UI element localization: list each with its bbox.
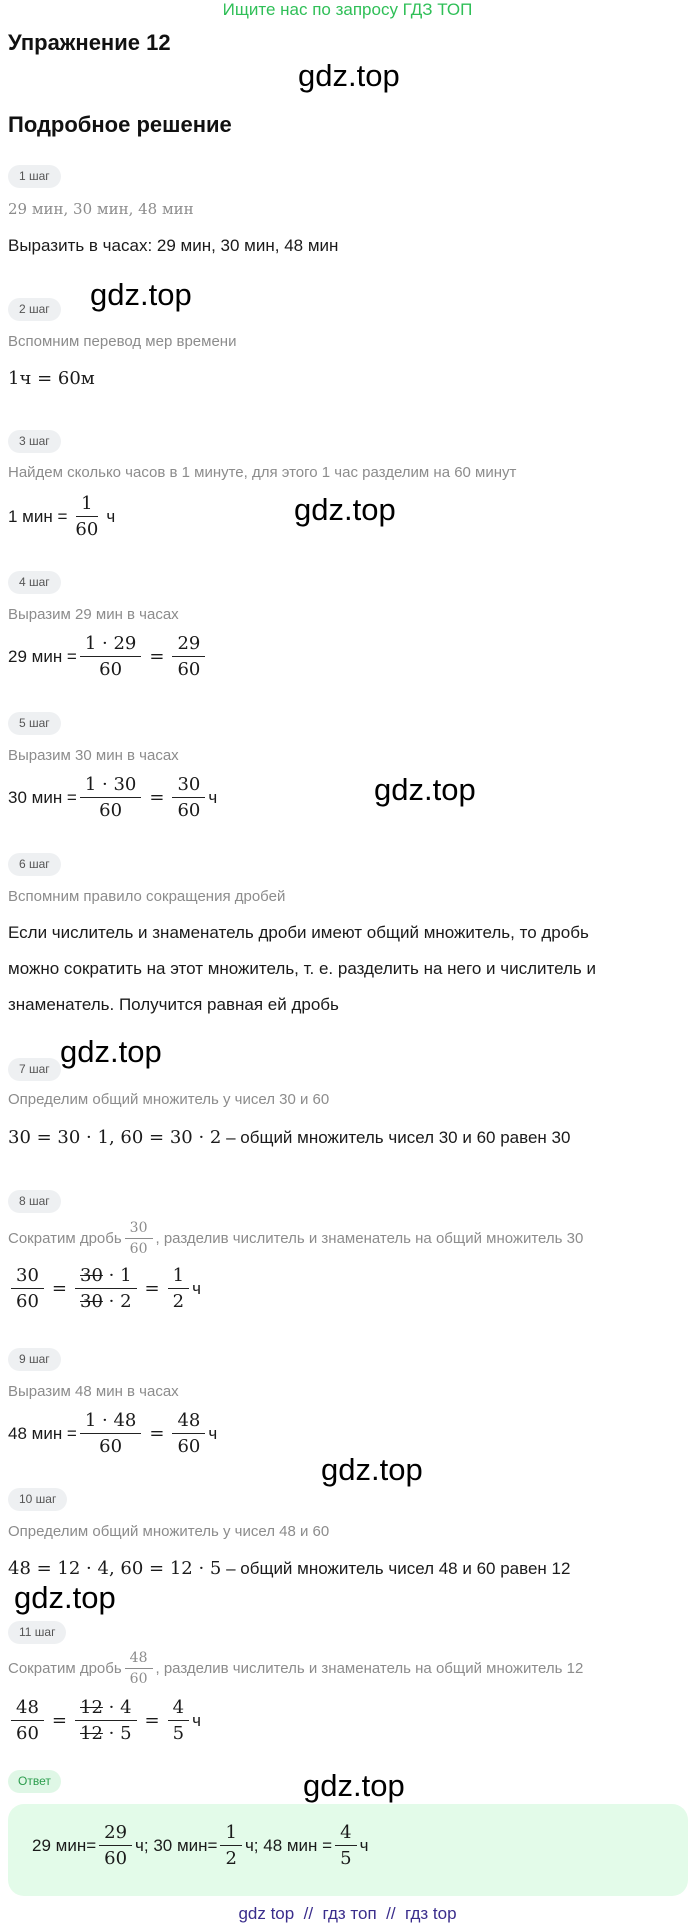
formula: 1 мин = $\frac{1}{60}$ ч	[8, 493, 116, 540]
step-hint: Определим общий множитель у чисел 48 и 60	[8, 1523, 330, 1540]
step-hint: 29 мин, 30 мин, 48 мин	[8, 200, 194, 218]
fraction: $\frac{1 \cdot 29}{60}$	[80, 633, 142, 680]
step-hint: Вспомним правило сокращения дробей	[8, 888, 286, 905]
watermark: gdz.top	[374, 772, 476, 807]
step-hint: Вспомним перевод мер времени	[8, 333, 237, 350]
answer-box	[8, 1804, 688, 1896]
formula: $\frac{48}{60}$ = $\frac{12 \cdot 4}{12 \cdot 5}$ = $\frac{4}{5}$ ч	[8, 1697, 201, 1744]
step-badge: 9 шаг	[8, 1348, 61, 1371]
step-badge: 5 шаг	[8, 712, 61, 735]
watermark: gdz.top	[321, 1452, 423, 1487]
formula: $\frac{30}{60}$ = $\frac{30 \cdot 1}{30 \cdot 2}$ = $\frac{1}{2}$ ч	[8, 1265, 201, 1312]
answer-formula: 29 мин= $\frac{29}{60}$ ч; 30 мин= $\frac{1}{2}$ ч; 48 мин = $\frac{4}{5}$ ч	[32, 1822, 369, 1869]
fraction: $\frac{48}{60}$	[125, 1650, 153, 1687]
watermark: gdz.top	[303, 1768, 405, 1803]
step-badge: 3 шаг	[8, 430, 61, 453]
watermark: gdz.top	[14, 1580, 116, 1615]
formula: 29 мин = $\frac{1 \cdot 29}{60}$ = $\frac{29}{60}$	[8, 633, 208, 680]
fraction: $\frac{1 \cdot 30}{60}$	[80, 774, 142, 821]
page-title: Упражнение 12	[8, 30, 171, 55]
fraction: $\frac{1}{2}$	[220, 1822, 241, 1869]
fraction: $\frac{30}{60}$	[125, 1220, 153, 1257]
footer-links[interactable]: gdz top // гдз топ // гдз top	[238, 1904, 457, 1923]
fraction: $\frac{4}{5}$	[168, 1697, 189, 1744]
paragraph: Если числитель и знаменатель дроби имеют общий множитель, то дробь можно сократить на этот множитель, т. е. разделить на него и числитель и знаменатель. Получится равная ей дробь	[8, 923, 596, 1014]
step-hint: Сократим дробь $\frac{48}{60}$ , разделив числитель и знаменатель на общий множитель 12	[8, 1650, 584, 1687]
step-badge: 6 шаг	[8, 853, 61, 876]
fraction: $\frac{29}{60}$	[99, 1822, 132, 1869]
fraction: $\frac{30}{60}$	[11, 1265, 44, 1312]
step-badge: 4 шаг	[8, 571, 61, 594]
step-text: 30 = 30 · 1, 60 = 30 · 2 – общий множитель чисел 30 и 60 равен 30	[8, 1127, 571, 1148]
step-hint: Найдем сколько часов в 1 минуте, для этого 1 час разделим на 60 минут	[8, 464, 517, 481]
step-text: 48 = 12 · 4, 60 = 12 · 5 – общий множитель чисел 48 и 60 равен 12	[8, 1558, 571, 1579]
fraction: $\frac{4}{5}$	[335, 1822, 356, 1869]
fraction: $\frac{1 \cdot 48}{60}$	[80, 1410, 142, 1457]
answer-badge: Ответ	[8, 1770, 61, 1793]
step-hint: Выразим 29 мин в часах	[8, 606, 179, 623]
step-hint: Выразим 30 мин в часах	[8, 747, 179, 764]
fraction: $\frac{1}{2}$	[168, 1265, 189, 1312]
watermark: gdz.top	[90, 277, 192, 312]
formula: 48 мин = $\frac{1 \cdot 48}{60}$ = $\frac{48}{60}$ ч	[8, 1410, 218, 1457]
fraction: $\frac{48}{60}$	[11, 1697, 44, 1744]
search-banner[interactable]: Ищите нас по запросу ГДЗ ТОП	[222, 0, 473, 19]
fraction: $\frac{48}{60}$	[172, 1410, 205, 1457]
fraction: $\frac{30 \cdot 1}{30 \cdot 2}$	[75, 1265, 137, 1312]
solution-heading: Подробное решение	[8, 112, 232, 137]
watermark: gdz.top	[294, 492, 396, 527]
formula: 1ч = 60м	[8, 368, 95, 389]
formula: 30 мин = $\frac{1 \cdot 30}{60}$ = $\frac{30}{60}$ ч	[8, 774, 218, 821]
watermark: gdz.top	[298, 58, 400, 93]
fraction: $\frac{30}{60}$	[172, 774, 205, 821]
fraction: $\frac{1}{60}$	[75, 493, 99, 540]
step-hint: Определим общий множитель у чисел 30 и 60	[8, 1091, 330, 1108]
step-badge: 7 шаг	[8, 1058, 61, 1081]
step-text: Выразить в часах: 29 мин, 30 мин, 48 мин	[8, 236, 339, 255]
step-badge: 10 шаг	[8, 1488, 67, 1511]
step-badge: 11 шаг	[8, 1621, 66, 1644]
step-badge: 8 шаг	[8, 1190, 61, 1213]
watermark: gdz.top	[60, 1034, 162, 1069]
fraction: $\frac{12 \cdot 4}{12 \cdot 5}$	[75, 1697, 137, 1744]
step-hint: Выразим 48 мин в часах	[8, 1383, 179, 1400]
step-hint: Сократим дробь $\frac{30}{60}$ , разделив числитель и знаменатель на общий множитель 30	[8, 1220, 584, 1257]
step-badge: 1 шаг	[8, 165, 61, 188]
fraction: $\frac{29}{60}$	[172, 633, 205, 680]
step-badge: 2 шаг	[8, 298, 61, 321]
